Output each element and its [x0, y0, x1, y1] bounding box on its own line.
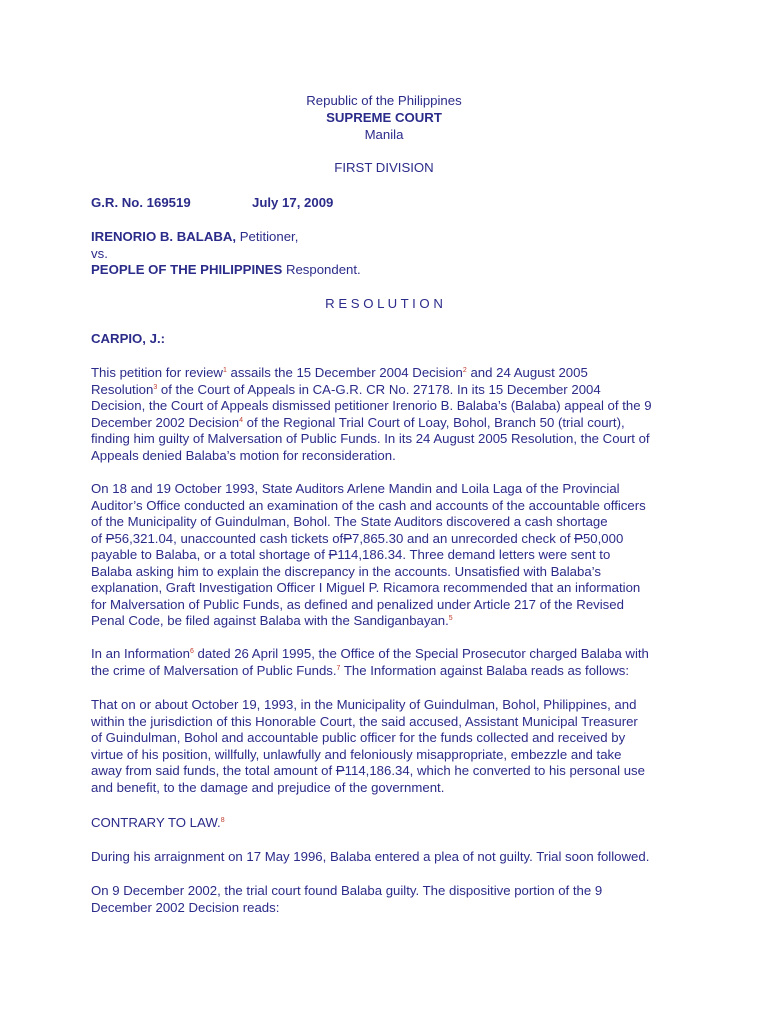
text-line: Auditor’s Office conducted an examination of the cash and accounts of the accountable officers: [91, 497, 646, 513]
text-line: the crime of Malversation of Public Funds.$^7$ The Information against Balaba reads as follows:: [91, 662, 630, 678]
paragraph-6: [91, 849, 691, 866]
text-line: Penal Code, be filed against Balaba with the Sandiganbayan.$^5$: [91, 613, 453, 628]
paragraph-3: [91, 646, 691, 679]
case-date: July 17, 2009: [252, 195, 334, 210]
footnote-link[interactable]: 8: [220, 817, 225, 824]
text-line: explanation, Graft Investigation Officer I Miguel P. Ricamora recommended that an information: [91, 580, 641, 595]
text-line: away from said funds, the total amount of P114,186.34, which he converted to his personal use: [91, 763, 645, 778]
paragraph-7: [91, 883, 691, 916]
text-line: Decision, the Court of Appeals dismissed petitioner Irenorio B. Balaba’s (Balaba) appeal of the 9: [91, 398, 652, 413]
text-line: Appeals denied Balaba’s motion for reconsideration.: [91, 447, 396, 463]
footnote-link[interactable]: 2: [462, 367, 467, 374]
text-line: In an Information$^6$ dated 26 April 1995, the Office of the Special Prosecutor charged Balaba with: [91, 646, 649, 661]
text-line: virtue of his position, willfully, unlawfully and feloniously misappropriate, embezzle and take: [91, 746, 622, 762]
petitioner-name: IRENORIO B. BALABA,: [91, 229, 237, 244]
footnote-link[interactable]: 3: [153, 383, 158, 391]
text-line: Resolution$^3$ of the Court of Appeals in CA-G.R. CR No. 27178. In its 15 December 2004: [91, 381, 601, 397]
paragraph-4-quoted-information: [91, 697, 691, 796]
text-line: of P56,321.04, unaccounted cash tickets ofP7,865.30 and an unrecorded check of P50,000: [91, 530, 624, 546]
footnote-link[interactable]: 4: [239, 416, 243, 424]
text-line: Balaba asking him to explain the discrepancy in the accounts. Unsatisfied with Balaba’s: [91, 563, 601, 579]
footnote-link[interactable]: 7: [336, 664, 341, 672]
text-line: of Guindulman, Bohol and accountable public officer for the funds collected and received by: [91, 730, 626, 745]
footnote-link[interactable]: 1: [222, 367, 227, 374]
text-line: During his arraignment on 17 May 1996, Balaba entered a plea of not guilty. Trial soon followed.: [91, 849, 650, 864]
paragraph-5-contrary-to-law: [91, 815, 691, 832]
text-line: On 18 and 19 October 1993, State Auditors Arlene Mandin and Loila Laga of the Provincial: [91, 481, 620, 496]
republic-line: Republic of the Philippines: [306, 93, 462, 108]
ponente-line: CARPIO, J.:: [91, 331, 166, 346]
peso-sign: P: [343, 530, 353, 546]
peso-sign: P: [574, 530, 583, 546]
court-name: SUPREME COURT: [326, 110, 442, 125]
respondent-role: Respondent.: [285, 262, 361, 277]
footnote-link[interactable]: 6: [189, 648, 194, 655]
respondent-name: PEOPLE OF THE PHILIPPINES: [91, 262, 283, 277]
text-line: On 9 December 2002, the trial court found Balaba guilty. The dispositive portion of the 9: [91, 883, 603, 898]
text-line: CONTRARY TO LAW.$^8$: [91, 815, 225, 830]
text-line: for Malversation of Public Funds, as defined and penalized under Article 217 of the Revised: [91, 596, 624, 612]
document-title: R E S O L U T I O N: [325, 296, 443, 311]
petitioner-role: Petitioner,: [239, 229, 299, 244]
text-line: payable to Balaba, or a total shortage of P114,186.34. Three demand letters were sent to: [91, 547, 611, 562]
city-line: Manila: [364, 127, 404, 142]
text-line: and benefit, to the damage and prejudice of the government.: [91, 779, 445, 795]
text-line: December 2002 Decision reads:: [91, 899, 280, 915]
peso-sign: P: [335, 763, 345, 778]
peso-sign: P: [105, 530, 115, 546]
text-line: December 2002 Decision$^4$ of the Regional Trial Court of Loay, Bohol, Branch 50 (trial court),: [91, 414, 625, 430]
text-line: That on or about October 19, 1993, in the Municipality of Guindulman, Bohol, Philippines, and: [91, 697, 637, 712]
text-line: This petition for review$^1$ assails the 15 December 2004 Decision$^2$ and 24 August 2005: [91, 365, 588, 380]
text-line: of the Municipality of Guindulman, Bohol. The State Auditors discovered a cash shortage: [91, 514, 608, 529]
text-line: within the jurisdiction of this Honorable Court, the said accused, Assistant Municipal Treasurer: [91, 713, 638, 729]
peso-sign: P: [328, 547, 338, 562]
petitioner-line: [91, 229, 298, 245]
versus-line: vs.: [91, 246, 108, 261]
paragraph-2: [91, 481, 691, 630]
respondent-line: [91, 262, 361, 278]
text-line: finding him guilty of Malversation of Public Funds. In its 24 August 2005 Resolution, the Court of: [91, 431, 650, 446]
footnote-link[interactable]: 5: [448, 615, 453, 622]
division-line: FIRST DIVISION: [334, 160, 434, 175]
paragraph-1: [91, 365, 691, 464]
case-number: G.R. No. 169519: [91, 195, 191, 210]
